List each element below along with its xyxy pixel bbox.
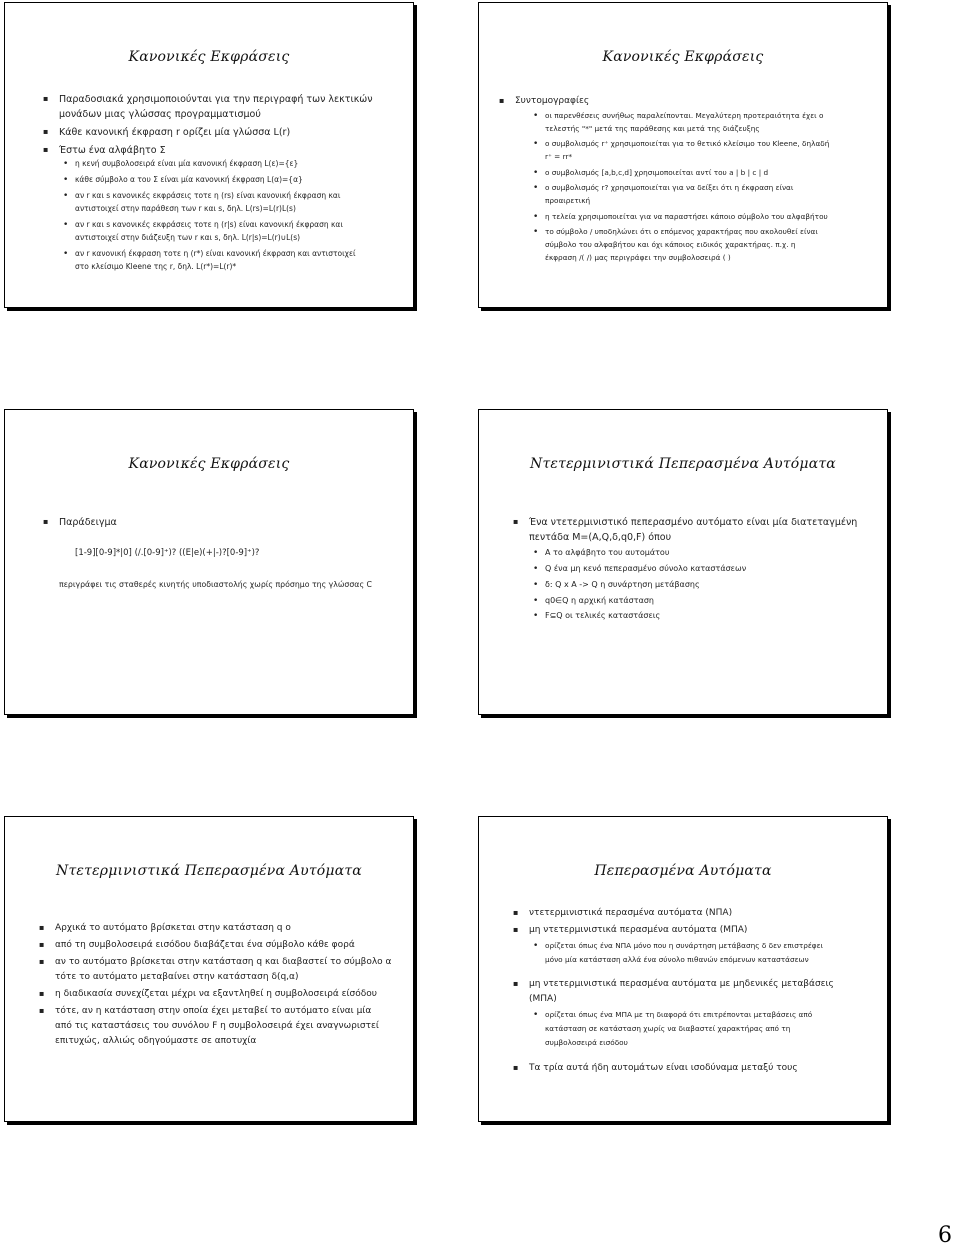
bullet-line-cont: μονάδων μιας γλώσσας προγραμματισμού <box>59 109 261 120</box>
sub-bullet-line: • κάθε σύμβολο α του Σ είναι μία κανονική έκφραση L(α)={α} <box>75 175 303 184</box>
sub-bullet-line: • αν r και s κανονικές εκφράσεις τοτε η (rs) είναι κανονική έκφραση και <box>75 191 340 200</box>
bullet-line-cont: τότε το αυτόματο μεταβαίνει στην κατάσταση δ(q,α) <box>55 972 299 982</box>
sub-bullet-line-cont: μόνο μία κατάσταση αλλά ένα σύνολο πιθανών επόμενων καταστάσεων <box>545 955 809 964</box>
page-number: 6 <box>938 1223 952 1248</box>
slide-title: Πεπερασμένα Αυτόματα <box>594 863 772 879</box>
sub-bullet-line-cont: r⁺ = rr* <box>545 152 573 161</box>
bullet-line-cont: επιτυχώς, αλλιώς οδηγούμαστε σε αποτυχία <box>55 1036 257 1046</box>
bullet-line: ▪ μη ντετερμινιστικά περασμένα αυτόματα (ΜΠΑ) <box>529 925 747 935</box>
bullet-line: ▪ μη ντετερμινιστικά περασμένα αυτόματα με μηδενικές μεταβάσεις <box>529 979 834 989</box>
bullet-line: ▪ η διαδικασία συνεχίζεται μέχρι να εξαντληθεί η συμβολοσειρά είσόδου <box>55 989 377 999</box>
sub-bullet-line: • A το αλφάβητο του αυτομάτου <box>545 548 669 557</box>
sub-bullet-line: • ο συμβολισμός r⁺ χρησιμοποιείται για το θετικό κλείσιμο του Kleene, δηλαδή <box>545 139 829 148</box>
bullet-line-cont: από τις καταστάσεις του συνόλου F η συμβολοσειρά έχει αναγνωριστεί <box>55 1021 379 1031</box>
slide-6 <box>478 816 888 1122</box>
sub-bullet-line: • αν r και s κανονικές εκφράσεις τοτε η (r|s) είναι κανονική έκφραση και <box>75 220 343 229</box>
sub-bullet-line: • ο συμβολισμός r? χρησιμοποιείται για να δείξει ότι η έκφραση είναι <box>545 183 793 192</box>
sub-bullet-line: • ορίζεται όπως ένα ΜΠΑ με τη διαφορά ότι επιτρέπονται μεταβάσεις από <box>545 1010 812 1019</box>
bullet-line: ▪ Έστω ένα αλφάβητο Σ <box>59 145 166 156</box>
bullet-line: ▪ Αρχικά το αυτόματο βρίσκεται στην κατάσταση q o <box>55 923 291 933</box>
sub-bullet-line-cont: συμβολοσειρά εισόδου <box>545 1038 628 1047</box>
example-description: περιγράφει τις σταθερές κινητής υποδιαστολής χωρίς πρόσημο της γλώσσας C <box>59 580 372 589</box>
bullet-line-cont: πεντάδα M=(A,Q,δ,q0,F) όπου <box>529 532 672 543</box>
sub-bullet-line: • δ: Q x A -> Q η συνάρτηση μετάβασης <box>545 580 700 589</box>
slide-title: Κανονικές Εκφράσεις <box>602 49 764 65</box>
sub-bullet-line: • αν r κανονική έκφραση τοτε η (r*) είναι κανονική έκφραση και αντιστοιχεί <box>75 249 356 258</box>
sub-bullet-line: • F⊆Q οι τελικές καταστάσεις <box>545 611 660 620</box>
sub-bullet-line-cont: έκφραση /( /) μας περιγράφει την συμβολοσειρά ( ) <box>545 253 731 262</box>
sub-bullet-line: • η τελεία χρησιμοποιείται για να παραστήσει κάποιο σύμβολο του αλφαβήτου <box>545 212 828 221</box>
bullet-line: ▪ ντετερμινιστικά περασμένα αυτόματα (ΝΠΑ) <box>529 908 732 918</box>
regex-example: [1-9][0-9]*|0] (/.[0-9]⁺)? ((E|e)(+|-)?[0-9]⁺)? <box>75 548 260 558</box>
slide-title: Ντετερμινιστικά Πεπερασμένα Αυτόματα <box>56 863 362 879</box>
sub-bullet-line: • η κενή συμβολοσειρά είναι μία κανονική έκφραση L(ε)={ε} <box>75 159 298 168</box>
bullet-line: ▪ Τα τρία αυτά ήδη αυτομάτων είναι ισοδύναμα μεταξύ τους <box>529 1063 798 1073</box>
sub-bullet-line-cont: προαιρετική <box>545 196 591 205</box>
slide-5 <box>4 816 414 1122</box>
sub-bullet-line-cont: σύμβολο του αλφαβήτου και όχι κάποιος ειδικός χαρακτήρας. π.χ. η <box>545 240 796 249</box>
bullet-line: ▪ Ένα ντετερμινιστικό πεπερασμένο αυτόματο είναι μία διατεταγμένη <box>529 517 857 528</box>
slide-1 <box>4 2 414 308</box>
sub-bullet-line: • το σύμβολο / υποδηλώνει ότι ο επόμενος χαρακτήρας που ακολουθεί είναι <box>545 227 818 236</box>
bullet-line: ▪ τότε, αν η κατάσταση στην οποία έχει μεταβεί το αυτόματο είναι μία <box>55 1006 371 1016</box>
sub-bullet-line-cont: αντιστοιχεί στην παράθεση των r και s, δηλ. L(rs)=L(r)L(s) <box>75 204 296 213</box>
bullet-line: ▪ αν το αυτόματο βρίσκεται στην κατάσταση q και διαβαστεί το σύμβολο α <box>55 957 391 967</box>
slide-title: Κανονικές Εκφράσεις <box>128 49 290 65</box>
bullet-line: ▪ Κάθε κανονική έκφραση r ορίζει μία γλώσσα L(r) <box>59 127 290 138</box>
sub-bullet-line: • Q ένα μη κενό πεπερασμένο σύνολο καταστάσεων <box>545 564 746 573</box>
sub-bullet-line: • q0∈Q η αρχική κατάσταση <box>545 596 654 605</box>
slide-2 <box>478 2 888 308</box>
sub-bullet-line-cont: στο κλείσιμο Kleene της r, δηλ. L(r*)=L(r)* <box>75 262 237 271</box>
sub-bullet-line: • οι παρενθέσεις συνήθως παραλείπονται. Μεγαλύτερη προτεραιότητα έχει ο <box>545 111 823 120</box>
slide-3 <box>4 409 414 715</box>
sub-bullet-line: • ο συμβολισμός [a,b,c,d] χρησιμοποιείται αντί του a | b | c | d <box>545 168 768 177</box>
bullet-line: ▪ Συντομογραφίες <box>515 96 589 106</box>
sub-bullet-line-cont: αντιστοιχεί στην διάζευξη των r και s, δηλ. L(r|s)=L(r)∪L(s) <box>75 233 301 242</box>
sub-bullet-line-cont: κατάσταση σε κατάσταση χωρίς να διαβαστεί χαρακτήρας από τη <box>545 1024 791 1033</box>
slide-title: Ντετερμινιστικά Πεπερασμένα Αυτόματα <box>530 456 836 472</box>
slide-4 <box>478 409 888 715</box>
slide-title: Κανονικές Εκφράσεις <box>128 456 290 472</box>
bullet-line: ▪ από τη συμβολοσειρά εισόδου διαβάζεται ένα σύμβολο κάθε φορά <box>55 940 355 950</box>
sub-bullet-line: • ορίζεται όπως ένα ΝΠΑ μόνο που η συνάρτηση μετάβασης δ δεν επιστρέφει <box>545 941 823 950</box>
bullet-line: ▪ Παράδειγμα <box>59 517 117 528</box>
bullet-line-cont: (ΜΠΑ) <box>529 994 557 1004</box>
bullet-line: ▪ Παραδοσιακά χρησιμοποιούνται για την περιγραφή των λεκτικών <box>59 94 373 105</box>
sub-bullet-line-cont: τελεστής "*" μετά της παράθεσης και μετά της διάζευξης <box>545 124 760 133</box>
